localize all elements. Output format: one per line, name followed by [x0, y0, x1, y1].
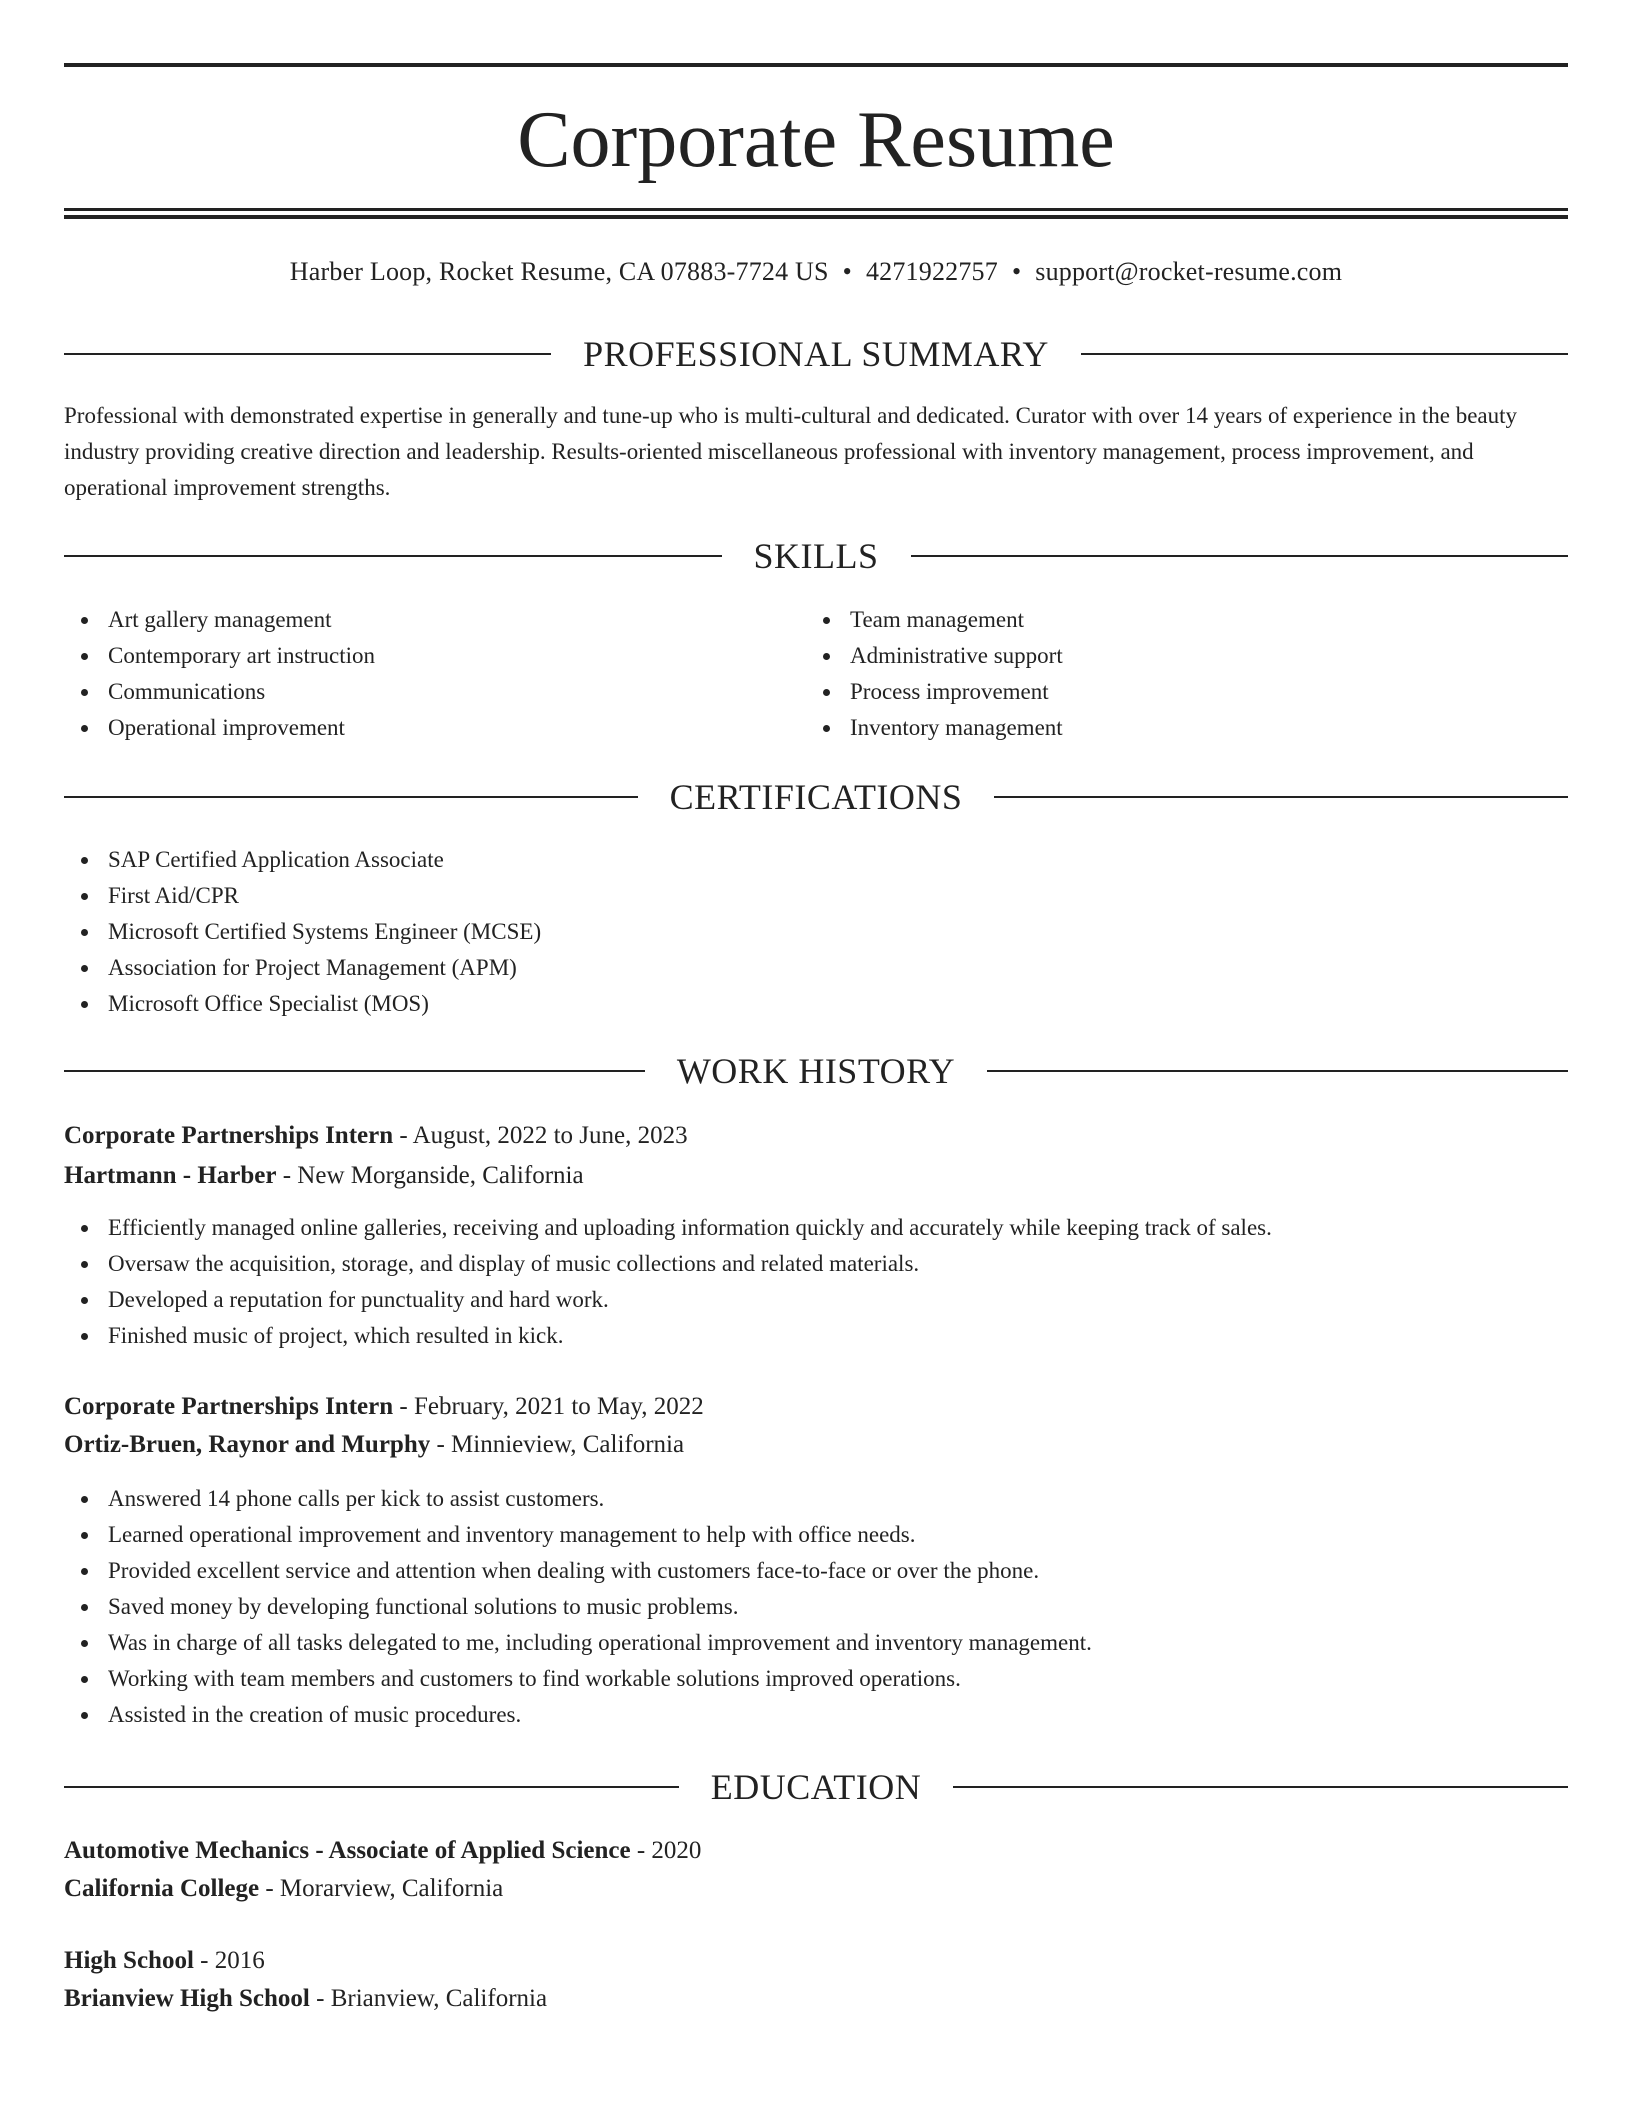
education-degree-line: [64, 1832, 1568, 1870]
list-item: First Aid/CPR: [64, 878, 541, 914]
education-degree: Automotive Mechanics - Associate of Applied Science: [64, 1837, 631, 1864]
list-item: Communications: [64, 674, 375, 710]
summary-text: Professional with demonstrated expertise in generally and tune-up who is multi-cultural and dedicated. Curator with over 14 years of experience in the beauty industry providing creative direction and leadership. Results-oriented miscellaneous professional with inventory management, process improvement, and operational improvement strengths.: [64, 403, 1518, 500]
list-item: Inventory management: [806, 710, 1063, 746]
job-bullets: [64, 1210, 1272, 1354]
job-location: - Minnieview, California: [436, 1431, 685, 1458]
section-header-skills: [64, 534, 1568, 578]
list-item: Provided excellent service and attention when dealing with customers face-to-face or over the phone.: [64, 1553, 1092, 1589]
section-header-education: [64, 1765, 1568, 1809]
section-title: WORK HISTORY: [676, 1051, 956, 1091]
job-dates: - February, 2021 to May, 2022: [399, 1393, 704, 1420]
section-title: SKILLS: [753, 536, 879, 576]
contact-separator: •: [1011, 257, 1022, 286]
list-item: Assisted in the creation of music procedures.: [64, 1697, 1092, 1733]
top-rule: [64, 63, 1568, 67]
section-rule: [64, 1786, 679, 1788]
section-rule: [64, 555, 722, 557]
education-school-line: [64, 1980, 1568, 2018]
education-year: - 2016: [200, 1947, 265, 1974]
contact-line: [64, 255, 1568, 289]
job-location: - New Morganside, California: [282, 1162, 584, 1189]
list-item: Learned operational improvement and inventory management to help with office needs.: [64, 1517, 1092, 1553]
job-dates: - August, 2022 to June, 2023: [399, 1122, 688, 1149]
list-item: Developed a reputation for punctuality and hard work.: [64, 1282, 1272, 1318]
list-item: Microsoft Office Specialist (MOS): [64, 986, 541, 1022]
education-school: Brianview High School: [64, 1985, 310, 2012]
education-location: - Morarview, California: [265, 1875, 504, 1902]
job-bullets: [64, 1481, 1092, 1733]
skills-list-right: [806, 602, 1063, 746]
skills-list-left: [64, 602, 375, 746]
section-header-certifications: [64, 775, 1568, 819]
list-item: SAP Certified Application Associate: [64, 842, 541, 878]
list-item: Working with team members and customers to find workable solutions improved operations.: [64, 1661, 1092, 1697]
list-item: Was in charge of all tasks delegated to me, including operational improvement and inventory management.: [64, 1625, 1092, 1661]
job-company-line: [64, 1426, 1568, 1464]
job-title-line: [64, 1388, 1568, 1426]
resume-title: Corporate Resume: [517, 96, 1115, 184]
section-rule: [953, 1786, 1568, 1788]
section-rule: [1081, 353, 1568, 355]
section-header-work: [64, 1049, 1568, 1093]
list-item: Saved money by developing functional solutions to music problems.: [64, 1589, 1092, 1625]
list-item: Oversaw the acquisition, storage, and display of music collections and related materials.: [64, 1246, 1272, 1282]
list-item: Administrative support: [806, 638, 1063, 674]
job-title: Corporate Partnerships Intern: [64, 1393, 394, 1420]
list-item: Association for Project Management (APM): [64, 950, 541, 986]
education-year: - 2020: [636, 1837, 702, 1864]
list-item: Efficiently managed online galleries, receiving and uploading information quickly and accurately while keeping track of sales.: [64, 1210, 1272, 1246]
contact-address: Harber Loop, Rocket Resume, CA 07883-7724 US: [289, 257, 829, 286]
job-company: Hartmann - Harber: [64, 1162, 277, 1189]
list-item: Team management: [806, 602, 1063, 638]
contact-email: support@rocket-resume.com: [1035, 257, 1343, 286]
section-rule: [911, 555, 1569, 557]
job-title: Corporate Partnerships Intern: [64, 1122, 394, 1149]
list-item: Microsoft Certified Systems Engineer (MCSE): [64, 914, 541, 950]
job-company: Ortiz-Bruen, Raynor and Murphy: [64, 1431, 431, 1458]
section-rule: [994, 796, 1568, 798]
list-item: Art gallery management: [64, 602, 375, 638]
section-title: CERTIFICATIONS: [669, 777, 963, 817]
section-header-summary: [64, 332, 1568, 376]
list-item: Process improvement: [806, 674, 1063, 710]
education-degree: High School: [64, 1947, 194, 1974]
job-title-line: [64, 1117, 1568, 1155]
section-title: EDUCATION: [710, 1767, 922, 1807]
job-company-line: [64, 1157, 1568, 1195]
education-school: California College: [64, 1875, 260, 1902]
section-rule: [64, 353, 551, 355]
education-school-line: [64, 1870, 1568, 1908]
certifications-list: [64, 842, 541, 1022]
list-item: Operational improvement: [64, 710, 375, 746]
education-location: - Brianview, California: [316, 1985, 548, 2012]
section-rule: [64, 1070, 645, 1072]
contact-separator: •: [842, 257, 852, 286]
section-title: PROFESSIONAL SUMMARY: [583, 334, 1049, 374]
list-item: Answered 14 phone calls per kick to assist customers.: [64, 1481, 1092, 1517]
contact-phone: 4271922757: [865, 257, 998, 286]
title-double-rule: [64, 208, 1568, 219]
section-rule: [64, 796, 638, 798]
list-item: Contemporary art instruction: [64, 638, 375, 674]
section-rule: [987, 1070, 1568, 1072]
list-item: Finished music of project, which resulted in kick.: [64, 1318, 1272, 1354]
education-degree-line: [64, 1942, 1568, 1980]
